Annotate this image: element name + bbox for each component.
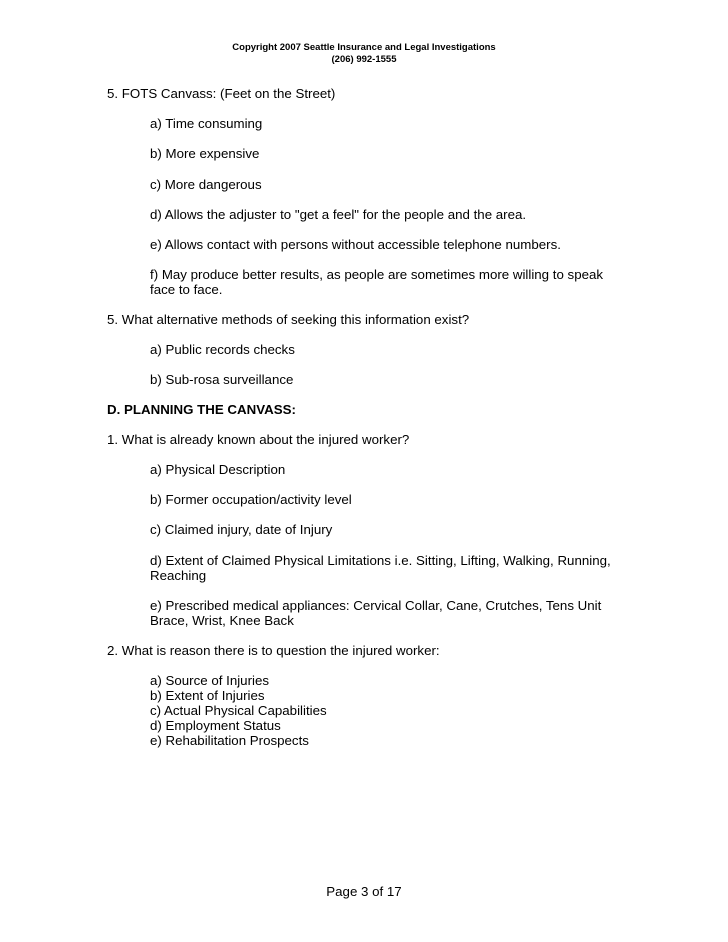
alt-item: a) Public records checks [150,342,295,357]
fots-item: c) More dangerous [150,177,262,192]
alt-title: 5. What alternative methods of seeking this information exist? [107,312,470,327]
page-header [0,42,728,66]
known-item-continued: Reaching [150,568,207,583]
fots-item: f) May produce better results, as people are sometimes more willing to speak [150,267,604,282]
fots-item: a) Time consuming [150,116,263,131]
page-number: Page 3 of 17 [326,884,402,899]
fots-item-continued: face to face. [150,282,223,297]
reason-title: 2. What is reason there is to question the injured worker: [107,643,440,658]
fots-item: e) Allows contact with persons without accessible telephone numbers. [150,237,561,252]
known-item: c) Claimed injury, date of Injury [150,522,333,537]
fots-item: d) Allows the adjuster to "get a feel" for the people and the area. [150,207,527,222]
known-title: 1. What is already known about the injured worker? [107,432,410,447]
reason-item: a) Source of Injuries [150,673,269,688]
header-copyright: Copyright 2007 Seattle Insurance and Legal Investigations [232,42,496,53]
known-item: e) Prescribed medical appliances: Cervical Collar, Cane, Crutches, Tens Unit [150,598,602,613]
reason-item: b) Extent of Injuries [150,688,265,703]
fots-item: b) More expensive [150,146,260,161]
known-item: b) Former occupation/activity level [150,492,352,507]
alt-item: b) Sub-rosa surveillance [150,372,294,387]
known-item: a) Physical Description [150,462,286,477]
planning-heading: D. PLANNING THE CANVASS: [107,402,296,417]
reason-item: e) Rehabilitation Prospects [150,733,309,748]
reason-item: d) Employment Status [150,718,281,733]
header-phone: (206) 992-1555 [331,54,397,65]
known-item: d) Extent of Claimed Physical Limitations i.e. Sitting, Lifting, Walking, Running, [150,553,611,568]
known-item-continued: Brace, Wrist, Knee Back [150,613,294,628]
reason-item: c) Actual Physical Capabilities [150,703,327,718]
fots-title: 5. FOTS Canvass: (Feet on the Street) [107,86,336,101]
